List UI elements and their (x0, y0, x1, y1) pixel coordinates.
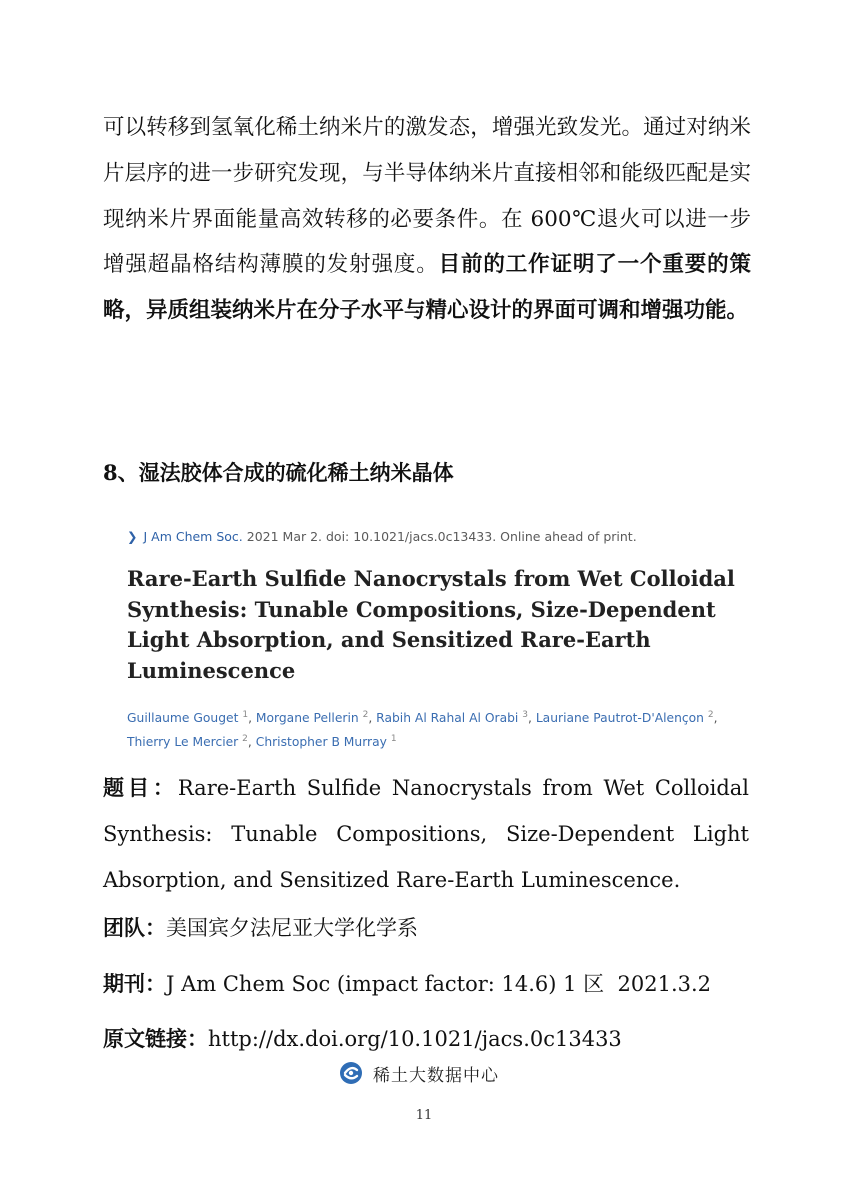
author-link[interactable]: Christopher B Murray (255, 735, 387, 750)
field-journal-value: J Am Chem Soc (impact factor: 14.6) 1 区 2021.3.2 (166, 972, 712, 996)
author-link[interactable]: Lauriane Pautrot-D'Alençon (535, 711, 704, 726)
field-link (103, 1016, 622, 1063)
field-team-label: 团队： (103, 915, 166, 940)
intro-paragraph (103, 105, 751, 334)
field-title-value: Rare-Earth Sulfide Nanocrystals from Wet Colloidal Synthesis: Tunable Compositions, Size-Dependent Light Absorption, and Sensitized Rare-Earth Luminescence. (103, 776, 750, 892)
author-affiliation[interactable]: 3 (522, 710, 528, 720)
citation-journal-link[interactable]: J Am Chem Soc. (143, 529, 243, 544)
field-link-label: 原文链接： (103, 1026, 208, 1051)
footer-logo-text: 稀土大数据中心 (373, 1065, 499, 1086)
author-link[interactable]: Thierry Le Mercier (127, 735, 239, 750)
field-title-label: 题目： (103, 775, 178, 800)
author-link[interactable]: Rabih Al Rahal Al Orabi (376, 711, 519, 726)
intro-bold-text: 目前的工作证明了一个重要的策略，异质组装纳米片在分子水平与精心设计的界面可调和增强功能。 (103, 252, 751, 324)
intro-text: 可以转移到氢氧化稀土纳米片的激发态，增强光致发光。通过对纳米片层序的进一步研究发现，与半导体纳米片直接相邻和能级匹配是实现纳米片界面能量高效转移的必要条件。在 600℃退火可以进一步增强超晶格结构薄膜的发射强度。 (103, 115, 751, 278)
author-link[interactable]: Morgane Pellerin (255, 711, 359, 726)
author-link[interactable]: Guillaume Gouget (127, 711, 239, 726)
section-heading: 8、湿法胶体合成的硫化稀土纳米晶体 (103, 460, 454, 485)
citation-screenshot (127, 526, 735, 750)
page-number: 11 (415, 1108, 433, 1123)
source-link[interactable]: http://dx.doi.org/10.1021/jacs.0c13433 (208, 1027, 622, 1051)
citation-details: 2021 Mar 2. doi: 10.1021/jacs.0c13433. Online ahead of print. (246, 529, 637, 544)
field-journal-label: 期刊： (103, 971, 166, 996)
author-affiliation[interactable]: 2 (242, 734, 248, 745)
author-affiliation[interactable]: 2 (362, 710, 369, 720)
author-affiliation[interactable]: 2 (707, 710, 714, 720)
rare-earth-data-center-logo-icon (339, 1061, 363, 1085)
citation-authors: Guillaume Gouget $^1$, Morgane Pellerin $^2$, Rabih Al Rahal Al Orabi $^3$, Lauriane Pautrot-D'Alençon $^2$, Thierry Le Mercier $^2$, Christopher B Murray $^1$ (127, 710, 718, 750)
footer-logo (339, 1058, 499, 1088)
field-team-value: 美国宾夕法尼亚大学化学系 (166, 916, 418, 940)
field-team (103, 905, 418, 952)
field-title (103, 765, 749, 903)
author-affiliation[interactable]: 1 (242, 710, 249, 720)
field-journal (103, 961, 711, 1008)
citation-source (127, 529, 637, 544)
author-affiliation[interactable]: 1 (390, 734, 397, 745)
citation-title: Rare-Earth Sulfide Nanocrystals from Wet Colloidal Synthesis: Tunable Compositions, Size-Dependent Light Absorption, and Sensitized Rare-Earth Luminescence (127, 566, 735, 683)
chevron-right-icon: ❯ (127, 529, 138, 544)
